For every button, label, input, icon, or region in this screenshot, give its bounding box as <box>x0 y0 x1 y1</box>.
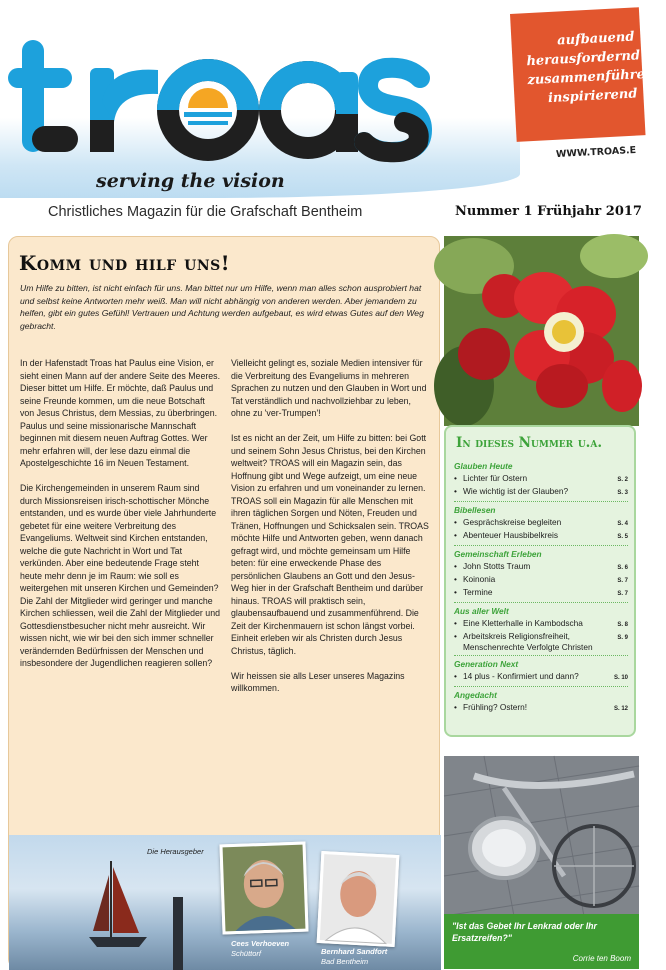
article-column-right <box>231 357 431 707</box>
sailboat-icon <box>81 853 161 953</box>
website-url: WWW.TROAS.E <box>555 144 637 161</box>
contents-item-title: • Frühling? Ostern! <box>454 702 612 713</box>
bicycle-icon <box>444 756 639 916</box>
publisher-caption <box>321 947 387 966</box>
contents-item-title: • Gesprächskreise begleiten <box>454 517 612 528</box>
quote-author: Corrie ten Boom <box>572 954 631 963</box>
quote-text: "Ist das Gebet Ihr Lenkrad oder Ihr Ersatzreifen?" <box>452 921 597 943</box>
contents-item[interactable] <box>454 574 628 587</box>
contents-item[interactable] <box>454 631 628 653</box>
contents-item-page: S. 10 <box>613 675 628 681</box>
contents-item-page: S. 2 <box>617 477 628 483</box>
publisher-photo <box>219 842 308 935</box>
contents-item-title: • Arbeitskreis Religionsfreiheit, Menschenrechte Verfolgte Christen <box>454 631 612 653</box>
contents-item-title: • Abenteuer Hausbibelkreis <box>454 530 612 541</box>
divider <box>454 501 628 502</box>
contents-item-page: S. 5 <box>617 534 628 540</box>
contents-item-page: S. 6 <box>617 565 628 571</box>
publisher-caption <box>231 939 289 958</box>
contents-item[interactable] <box>454 702 628 715</box>
contents-item-title: • John Stotts Traum <box>454 561 612 572</box>
quote-band <box>444 914 639 969</box>
contents-item[interactable] <box>454 671 628 684</box>
divider <box>454 686 628 687</box>
masthead <box>0 0 664 200</box>
contents-item-page: S. 4 <box>617 521 628 527</box>
contents-item[interactable] <box>454 473 628 486</box>
contents-section: Gemeinschaft Erleben <box>454 549 542 559</box>
contents-item-page: S. 12 <box>613 706 628 712</box>
article-paragraph: Ist es nicht an der Zeit, um Hilfe zu bitten: bei Gott und seinem Sohn Jesus Christus, bei den Kirchen weltweit? TROAS will ein Magazin sein, das Hoffnung gibt und Wege aufzeigt, um eine neue Vision zu erfahren und um voneinander zu lernen. TROAS soll ein Magazin für alle Menschen mit ihren täglichen Sorgen und Nöten, Freuden und Tränen, Hoffnungen und Schicksalen sein. TROAS möchte Hilfe und Antworten geben, wenn danach gefragt wird, und möchte gemeinsam um Hilfe beten: für eine erweckende Phase des persönlichen Glaubens an Gott und den Jesus-Weg hier in der Grafschaft Bentheim und darüber hinaus. TROAS will praktisch sein, glaubensaufbauend und zusammenführend. Die Zeit der Kirchenmauern ist schon längst vorbei. Einheit erleben wir als Christen durch Jesus Christus, täglich. <box>231 433 429 656</box>
divider <box>454 545 628 546</box>
article-title: Komm und hilf uns! <box>19 251 231 275</box>
contents-item-title: • 14 plus - Konfirmiert und dann? <box>454 671 612 682</box>
promo-line: zusammenführend <box>527 66 664 89</box>
promo-line: herausfordernd <box>526 48 641 70</box>
table-of-contents <box>444 425 636 737</box>
troas-logo <box>8 22 428 172</box>
contents-item-title: • Koinonia <box>454 574 612 585</box>
flower-photo <box>444 236 639 426</box>
contents-item-page: S. 3 <box>617 490 628 496</box>
publisher-place: Bad Bentheim <box>321 956 369 966</box>
publisher-place: Schüttorf <box>231 948 262 958</box>
contents-title: In dieses Nummer u.a. <box>456 435 603 451</box>
contents-item-page: S. 9 <box>617 635 628 641</box>
article-paragraph: Vielleicht gelingt es, soziale Medien intensiver für die Verbreitung des Evangeliums in mehreren Sprachen zu nutzen und den Glauben in Wort und Tat verständlich und nachvollziehbar zu leben, ohne zu 'ver-Trumpen'! <box>231 358 427 418</box>
contents-item-title: • Lichter für Ostern <box>454 473 612 484</box>
issue-number: Nummer 1 Frühjahr 2017 <box>455 204 642 219</box>
contents-item[interactable] <box>454 517 628 530</box>
contents-item-title: • Eine Kletterhalle in Kambodscha <box>454 618 612 629</box>
contents-section: Glauben Heute <box>454 461 513 471</box>
contents-item-title: • Termine <box>454 587 612 598</box>
sea-photo <box>9 835 441 970</box>
person-icon <box>223 845 306 932</box>
contents-item-page: S. 7 <box>617 578 628 584</box>
divider <box>454 655 628 656</box>
publisher-name: Bernhard Sandfort <box>321 947 388 956</box>
contents-item[interactable] <box>454 561 628 574</box>
contents-item[interactable] <box>454 587 628 600</box>
contents-section: Angedacht <box>454 690 497 700</box>
article-paragraph: In der Hafenstadt Troas hat Paulus eine Vision, er sieht einen Mann auf der andere Seite des Meeres. Dieser bittet um Hilfe. Er möchte, daß Paulus und seine Freunde kommen, um die neue Botschaft von Jesus Christus, dem Messias, zu überbringen. Paulus und seine missionarische Mannschaft beginnen mit diesem neuen Auftrag Gottes. Wer mehr erfahren will, der lese dazu einmal die Apostelgeschichte 16 im Neuen Testament. <box>20 358 221 468</box>
person-icon <box>320 854 396 944</box>
promo-badge <box>510 7 664 142</box>
article-paragraph: Die Kirchengemeinden in unserem Raum sind durch Missionsreisen irisch-schottischer Mönche entstanden, und es wurde über viele Jahrhunderte gebetet für eine weitere Verbreitung des Evangeliums. Weltweit sind Kirchen entstanden, welche die gute Nachricht in Wort und Tat verkünden. Aber eine bedeutende Frage steht heute mehr denn je im Raum: wie soll es weitergehen mit unseren Kirchen und Gemeinden? Die Zahl der Mitglieder wird geringer und manche Kirchen schliessen, weil die Zahl der Mitglieder und Gottesdienstbesucher nicht mehr ausreicht. Wir wissen nicht, wie wir bei den sich immer schneller verändernden Bedürfnissen der Menschen und insbesondere der Jugendlichen reagieren sollen? <box>20 483 220 668</box>
bicycle-photo <box>444 756 639 969</box>
contents-section: Aus aller Welt <box>454 606 509 616</box>
mooring-post <box>173 897 183 970</box>
magazine-subtitle: Christliches Magazin für die Grafschaft Bentheim <box>48 204 363 220</box>
main-article <box>8 236 440 969</box>
article-paragraph: Wir heissen sie alls Leser unseres Magazins willkommen. <box>231 670 405 693</box>
divider <box>454 602 628 603</box>
promo-line: inspirierend <box>547 86 638 107</box>
article-column-left <box>20 357 220 682</box>
publisher-photo <box>317 851 400 947</box>
contents-item[interactable] <box>454 530 628 543</box>
contents-section: Generation Next <box>454 659 519 669</box>
contents-item-page: S. 8 <box>617 622 628 628</box>
article-intro: Um Hilfe zu bitten, ist nicht einfach für uns. Man bittet nur um Hilfe, wenn man alles schon ausprobiert hat und selbst keine Antworten mehr weiß. Man will nicht abhängig von anderen werden. Aber jemandem zu helfen, gibt ein gutes Gefühl! Vertrauen und Achtung werden aufgebaut, es wird etwas Gutes auf den Weg gebracht. <box>20 283 424 331</box>
contents-item[interactable] <box>454 618 628 631</box>
tagline: serving the vision <box>96 170 285 192</box>
publisher-name: Cees Verhoeven <box>231 939 290 948</box>
publishers-label: Die Herausgeber <box>147 847 204 856</box>
contents-item-page: S. 7 <box>617 591 628 597</box>
contents-item[interactable] <box>454 486 628 499</box>
promo-line: aufbauend <box>556 29 635 49</box>
contents-section: Bibellesen <box>454 505 496 515</box>
contents-item-title: • Wie wichtig ist der Glauben? <box>454 486 612 497</box>
